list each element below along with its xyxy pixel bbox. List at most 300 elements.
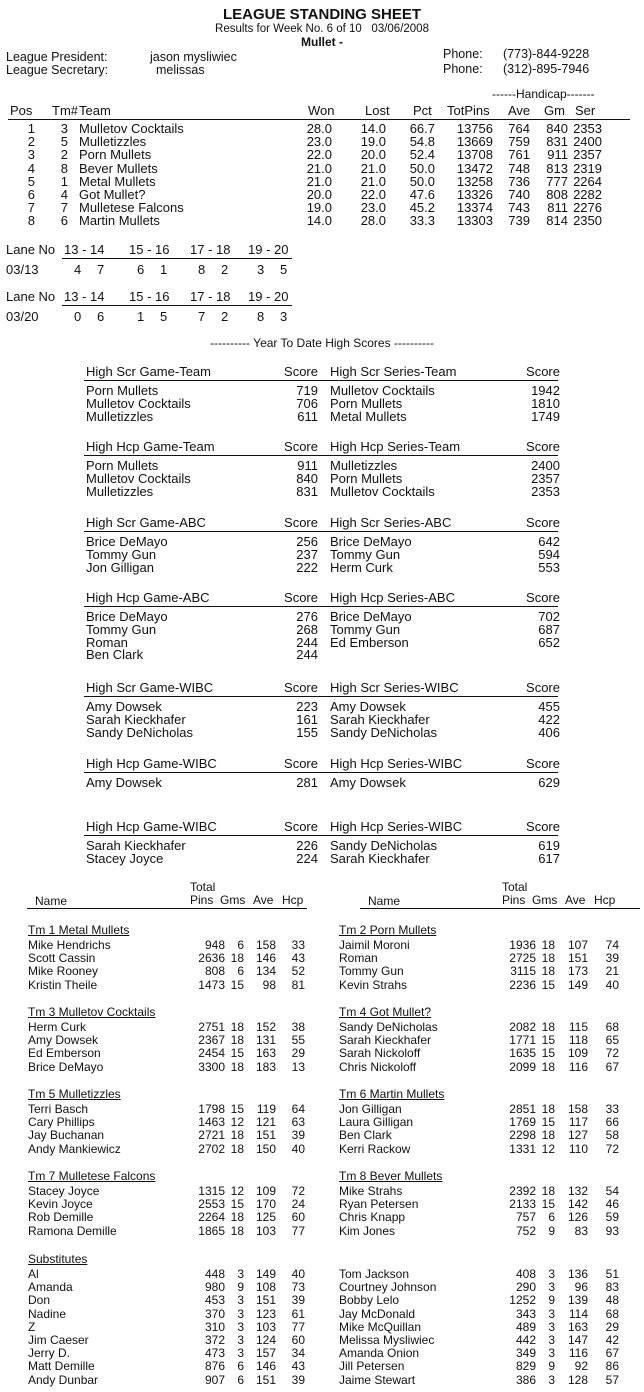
standings-cell: 813 xyxy=(546,160,568,176)
player-hcp: 39 xyxy=(291,1128,305,1143)
standings-cell: Mulletizzles xyxy=(79,134,147,150)
hs-score: 2357 xyxy=(531,470,560,486)
standings-cell: 811 xyxy=(547,200,568,216)
player-pins: 2454 xyxy=(198,1046,225,1061)
hs-score: 642 xyxy=(538,534,560,549)
lane-value: 2 xyxy=(221,309,229,324)
hs-score: 276 xyxy=(296,609,318,624)
hs-title: High Hcp Game-Team xyxy=(86,439,215,454)
col-header-totpins: TotPins xyxy=(447,103,490,118)
team-name: Tm 3 Mulletov Cocktails xyxy=(28,1005,156,1019)
player-hcp: 54 xyxy=(605,1184,619,1198)
player-pins: 372 xyxy=(204,1333,225,1347)
hs-rule xyxy=(328,696,558,697)
substitutes-title: Substitutes xyxy=(28,1252,88,1266)
player-pins: 1463 xyxy=(198,1115,225,1130)
player-pins: 2553 xyxy=(198,1197,225,1212)
standings-cell: Mulletov Cocktails xyxy=(79,121,184,136)
phone-label-2: Phone: xyxy=(443,62,483,76)
col-header-ser: Ser xyxy=(575,103,596,118)
player-gms: 3 xyxy=(237,1293,244,1308)
player-hcp: 46 xyxy=(605,1197,619,1212)
player-hcp: 52 xyxy=(291,964,305,979)
lane-value: 8 xyxy=(198,262,206,277)
standings-cell: 840 xyxy=(546,121,568,136)
hs-name: Mulletov Cocktails xyxy=(330,383,435,398)
hs-score: 222 xyxy=(296,559,318,575)
hs-name: Porn Mullets xyxy=(86,383,159,398)
player-ave: 158 xyxy=(255,938,276,952)
player-pins: 2392 xyxy=(509,1184,536,1198)
player-gms: 18 xyxy=(230,1210,244,1225)
player-hcp: 73 xyxy=(291,1280,305,1295)
standings-cell: 28.0 xyxy=(360,213,386,229)
standings-cell: 13708 xyxy=(456,147,493,163)
player-pins: 1769 xyxy=(509,1115,536,1130)
player-pins: 2725 xyxy=(509,951,536,966)
lane-pair: 17 - 18 xyxy=(190,242,231,257)
sheet-title: LEAGUE STANDING SHEET xyxy=(222,6,422,23)
hs-rule xyxy=(328,380,558,381)
lane-pair: 15 - 16 xyxy=(129,289,170,304)
standings-cell: 21.0 xyxy=(360,173,386,189)
player-hcp: 60 xyxy=(291,1210,305,1225)
player-name: Chris Nickoloff xyxy=(339,1059,417,1074)
player-gms: 9 xyxy=(548,1223,555,1238)
player-ave: 114 xyxy=(568,1306,588,1321)
standings-cell: 66.7 xyxy=(409,121,435,136)
player-name: Kevin Strahs xyxy=(339,977,408,992)
hs-name: Sandy DeNicholas xyxy=(86,724,193,740)
hs-title: High Hcp Series-WIBC xyxy=(330,819,463,834)
hs-rule xyxy=(84,380,362,381)
player-hcp: 57 xyxy=(605,1372,619,1387)
standings-cell: 19.0 xyxy=(360,134,386,150)
player-gms: 9 xyxy=(548,1293,555,1308)
hs-name: Ben Clark xyxy=(86,647,144,663)
player-pins: 752 xyxy=(515,1223,536,1238)
standings-cell: 6 xyxy=(27,187,35,202)
standings-cell: 2350 xyxy=(573,213,602,229)
player-hcp: 68 xyxy=(605,1020,619,1034)
player-pins: 2851 xyxy=(509,1102,536,1116)
hs-score-label: Score xyxy=(526,439,560,454)
standings-cell: Martin Mullets xyxy=(79,213,160,229)
standings-cell: Bever Mullets xyxy=(79,160,158,176)
hs-name: Sarah Kieckhafer xyxy=(86,711,186,727)
lane-date: 03/13 xyxy=(6,262,39,277)
player-hcp: 51 xyxy=(605,1267,619,1281)
col-header-won: Won xyxy=(308,103,335,118)
player-gms: 3 xyxy=(548,1306,555,1321)
player-ave: 121 xyxy=(255,1115,276,1130)
standings-cell: 54.8 xyxy=(409,134,435,150)
hs-score: 652 xyxy=(538,634,560,650)
player-gms: 12 xyxy=(230,1184,244,1198)
player-ave: 183 xyxy=(255,1059,276,1074)
hs-score: 256 xyxy=(296,534,318,549)
hs-name: Amy Dowsek xyxy=(86,775,162,790)
hs-score: 406 xyxy=(538,724,560,740)
player-name: Jill Petersen xyxy=(339,1359,405,1374)
player-gms: 6 xyxy=(237,964,244,979)
player-pins: 2721 xyxy=(198,1128,225,1143)
hs-name: Mulletov Cocktails xyxy=(330,483,435,499)
player-name: Melissa Mysliwiec xyxy=(339,1333,435,1347)
standings-cell: 23.0 xyxy=(306,134,332,150)
hs-name: Brice DeMayo xyxy=(330,609,412,624)
player-name: Jaime Stewart xyxy=(339,1372,416,1387)
player-ave: 149 xyxy=(255,1267,276,1281)
player-pins: 808 xyxy=(204,964,225,979)
team-name: Tm 8 Bever Mullets xyxy=(339,1169,443,1183)
secretary-name: melissas xyxy=(156,63,205,77)
hs-name: Amy Dowsek xyxy=(330,775,406,790)
player-gms: 3 xyxy=(548,1319,555,1334)
player-name: Ramona Demille xyxy=(28,1223,117,1238)
hs-score: 1749 xyxy=(531,408,560,424)
standings-cell: 761 xyxy=(508,147,530,163)
player-pins: 473 xyxy=(204,1346,225,1361)
hs-name: Stacey Joyce xyxy=(86,850,164,866)
hs-score-label: Score xyxy=(284,364,318,379)
player-pins: 453 xyxy=(204,1293,225,1308)
player-hcp: 34 xyxy=(291,1346,305,1361)
standings-cell: 19.0 xyxy=(306,200,332,216)
player-name: Amanda xyxy=(28,1280,73,1295)
standings-cell: 14.0 xyxy=(360,121,386,136)
handicap-label: ------Handicap------- xyxy=(492,87,595,101)
col-header-pct: Pct xyxy=(413,103,432,118)
player-hcp: 61 xyxy=(291,1306,305,1321)
player-ave: 147 xyxy=(567,1333,588,1347)
lane-pair: 19 - 20 xyxy=(248,289,289,304)
player-gms: 18 xyxy=(541,964,555,979)
player-ave: 131 xyxy=(255,1033,276,1048)
player-pins: 1798 xyxy=(198,1102,225,1116)
player-pins: 290 xyxy=(515,1280,536,1295)
president-label: League President: xyxy=(6,50,108,64)
player-ave: 163 xyxy=(255,1046,276,1061)
player-gms: 18 xyxy=(230,1223,244,1238)
player-ave: 134 xyxy=(255,964,276,979)
col-header-ave: Ave xyxy=(508,103,531,118)
player-name: Amy Dowsek xyxy=(28,1033,99,1048)
col-header-team: Team xyxy=(79,103,111,118)
player-pins: 1252 xyxy=(509,1293,536,1308)
hs-title: High Scr Series-Team xyxy=(330,364,457,379)
player-ave: 151 xyxy=(255,1128,276,1143)
player-name: Laura Gilligan xyxy=(339,1115,414,1130)
standings-cell: 2 xyxy=(27,134,35,150)
hs-title: High Scr Series-WIBC xyxy=(330,680,459,695)
standings-cell: 7 xyxy=(27,200,35,216)
team-name: Tm 7 Mulletese Falcons xyxy=(28,1169,156,1183)
hs-score: 702 xyxy=(538,609,560,624)
standings-cell: 8 xyxy=(27,213,35,229)
player-hcp: 66 xyxy=(605,1115,619,1130)
hs-rule xyxy=(328,531,558,532)
standings-cell: 4 xyxy=(27,160,35,176)
hs-name: Mulletov Cocktails xyxy=(86,470,191,486)
player-pins: 1771 xyxy=(509,1033,536,1048)
hs-score-label: Score xyxy=(284,439,318,454)
player-pins: 2751 xyxy=(198,1020,225,1034)
player-ave: 83 xyxy=(574,1223,588,1238)
player-hcp: 93 xyxy=(605,1223,619,1238)
player-name: Sandy DeNicholas xyxy=(339,1020,438,1034)
player-ave: 109 xyxy=(567,1046,588,1061)
standings-cell: 5 xyxy=(27,173,35,189)
hs-score-label: Score xyxy=(284,819,318,834)
player-hcp: 38 xyxy=(291,1020,305,1034)
hs-score: 719 xyxy=(296,383,318,398)
hs-name: Jon Gilligan xyxy=(86,559,154,575)
hs-title: High Hcp Game-ABC xyxy=(86,590,210,605)
player-ave: 151 xyxy=(255,1372,276,1387)
standings-cell: 13303 xyxy=(456,213,493,229)
standings-cell: 22.0 xyxy=(306,147,332,163)
hs-rule xyxy=(328,606,558,607)
hs-name: Sarah Kieckhafer xyxy=(330,711,430,727)
player-ave: 123 xyxy=(255,1306,276,1321)
player-gms: 18 xyxy=(541,951,555,966)
player-name: Mike Hendrichs xyxy=(28,938,111,952)
player-ave: 158 xyxy=(567,1102,588,1116)
hs-title: High Hcp Series-WIBC xyxy=(330,756,463,771)
player-ave: 124 xyxy=(255,1333,276,1347)
standings-cell: 1 xyxy=(27,121,35,136)
hs-title: High Hcp Game-WIBC xyxy=(86,756,217,771)
player-hcp: 67 xyxy=(605,1346,619,1361)
player-name: Ryan Petersen xyxy=(339,1197,419,1212)
hs-name: Mulletov Cocktails xyxy=(86,395,191,411)
player-hcp: 24 xyxy=(291,1197,305,1212)
player-hcp: 68 xyxy=(605,1306,619,1321)
standings-cell: 7 xyxy=(60,200,68,216)
hs-score: 611 xyxy=(297,408,318,424)
standings-cell: 47.6 xyxy=(409,187,435,202)
player-gms: 3 xyxy=(548,1280,555,1295)
player-hcp: 42 xyxy=(605,1333,619,1347)
hs-score: 911 xyxy=(297,458,318,473)
player-pins: 3300 xyxy=(198,1059,225,1074)
standings-cell: 4 xyxy=(60,187,68,202)
standings-cell: 13669 xyxy=(456,134,493,150)
player-ave: 173 xyxy=(567,964,588,979)
player-name: Andy Mankiewicz xyxy=(28,1141,121,1156)
hs-name: Porn Mullets xyxy=(330,470,403,486)
team-name: Tm 2 Porn Mullets xyxy=(339,923,437,937)
player-name: Sarah Nickoloff xyxy=(339,1046,421,1061)
player-pins: 1865 xyxy=(198,1223,225,1238)
roster-name-label: Name xyxy=(368,894,401,908)
player-gms: 15 xyxy=(541,977,555,992)
player-ave: 151 xyxy=(255,1293,276,1308)
standings-cell: 739 xyxy=(508,213,530,229)
player-hcp: 83 xyxy=(605,1280,619,1295)
player-gms: 9 xyxy=(548,1359,555,1374)
standings-cell: 2400 xyxy=(573,134,602,150)
standings-header-rule xyxy=(8,119,630,120)
player-ave: 146 xyxy=(255,951,276,966)
player-gms: 18 xyxy=(541,1059,555,1074)
player-pins: 370 xyxy=(204,1306,225,1321)
lane-value: 1 xyxy=(137,309,145,324)
player-ave: 107 xyxy=(567,938,588,952)
player-hcp: 29 xyxy=(605,1319,619,1334)
player-name: Jerry D. xyxy=(28,1346,70,1361)
player-gms: 15 xyxy=(230,1197,244,1212)
col-header-pos: Pos xyxy=(10,103,33,118)
player-gms: 15 xyxy=(230,1102,244,1116)
player-pins: 2367 xyxy=(198,1033,225,1048)
player-name: Z xyxy=(28,1319,36,1334)
player-gms: 3 xyxy=(237,1319,244,1334)
hs-name: Porn Mullets xyxy=(330,395,403,411)
lane-value: 7 xyxy=(97,262,105,277)
player-hcp: 64 xyxy=(291,1102,305,1116)
standings-cell: 50.0 xyxy=(409,160,435,176)
lane-value: 5 xyxy=(160,309,168,324)
standings-cell: 748 xyxy=(508,160,530,176)
standings-cell: 808 xyxy=(546,187,568,202)
player-name: Kevin Joyce xyxy=(28,1197,93,1212)
lane-value: 7 xyxy=(198,309,206,324)
player-gms: 15 xyxy=(541,1115,555,1130)
player-name: Mike McQuillan xyxy=(339,1319,422,1334)
hs-name: Amy Dowsek xyxy=(330,699,406,714)
player-ave: 119 xyxy=(256,1102,276,1116)
hs-name: Brice DeMayo xyxy=(330,534,412,549)
player-pins: 2099 xyxy=(509,1059,536,1074)
player-name: Kerri Rackow xyxy=(339,1141,411,1156)
player-name: Chris Knapp xyxy=(339,1210,406,1225)
hs-name: Brice DeMayo xyxy=(86,609,168,624)
hs-score-label: Score xyxy=(284,515,318,530)
player-name: Mike Rooney xyxy=(28,964,99,979)
player-ave: 127 xyxy=(567,1128,588,1143)
player-name: Jim Caeser xyxy=(28,1333,89,1347)
player-hcp: 81 xyxy=(291,977,305,992)
hs-name: Sandy DeNicholas xyxy=(330,838,437,853)
player-ave: 128 xyxy=(567,1372,588,1387)
player-gms: 3 xyxy=(237,1267,244,1281)
hs-name: Tommy Gun xyxy=(86,621,157,637)
player-pins: 1315 xyxy=(198,1184,225,1198)
player-hcp: 72 xyxy=(605,1046,619,1061)
player-gms: 15 xyxy=(230,1046,244,1061)
col-header-lost: Lost xyxy=(365,103,390,118)
standings-cell: 6 xyxy=(60,213,68,229)
standings-cell: 5 xyxy=(60,134,68,150)
standings-cell: 777 xyxy=(546,173,568,189)
player-pins: 2298 xyxy=(509,1128,536,1143)
player-hcp: 74 xyxy=(605,938,619,952)
standings-cell: 3 xyxy=(60,121,68,136)
player-pins: 448 xyxy=(204,1267,225,1281)
player-ave: 108 xyxy=(255,1280,276,1295)
hs-name: Tommy Gun xyxy=(330,546,401,562)
lane-value: 2 xyxy=(221,262,229,277)
player-ave: 139 xyxy=(567,1293,588,1308)
hs-name: Mulletizzles xyxy=(86,483,154,499)
player-name: Sarah Kieckhafer xyxy=(339,1033,432,1048)
player-name: Terri Basch xyxy=(28,1102,89,1116)
standings-cell: 911 xyxy=(547,147,568,163)
col-header-tm: Tm# xyxy=(52,103,78,118)
player-pins: 442 xyxy=(515,1333,536,1347)
phone-1: (773)-844-9228 xyxy=(503,47,590,61)
standings-cell: 3 xyxy=(27,147,35,163)
hs-score: 687 xyxy=(538,621,560,637)
player-hcp: 39 xyxy=(605,951,619,966)
player-pins: 1936 xyxy=(509,938,536,952)
standings-cell: 13374 xyxy=(456,200,493,216)
hs-name: Herm Curk xyxy=(330,559,393,575)
player-hcp: 63 xyxy=(291,1115,305,1130)
hs-score: 155 xyxy=(296,724,318,740)
player-hcp: 33 xyxy=(291,938,305,952)
player-gms: 3 xyxy=(548,1372,555,1387)
standings-cell: 52.4 xyxy=(409,147,435,163)
phone-2: (312)-895-7946 xyxy=(503,62,590,76)
player-hcp: 65 xyxy=(605,1033,619,1048)
player-pins: 907 xyxy=(204,1372,225,1387)
results-line xyxy=(0,23,644,35)
player-hcp: 40 xyxy=(291,1267,305,1281)
player-name: Jay Buchanan xyxy=(28,1128,105,1143)
hs-score: 553 xyxy=(538,559,560,575)
results-date: 03/06/2008 xyxy=(371,23,429,35)
lane-pair: 17 - 18 xyxy=(190,289,231,304)
player-gms: 15 xyxy=(541,1046,555,1061)
player-ave: 142 xyxy=(567,1197,588,1212)
player-name: Scott Cassin xyxy=(28,951,96,966)
hs-score-label: Score xyxy=(526,515,560,530)
player-gms: 3 xyxy=(548,1267,555,1281)
hs-score: 831 xyxy=(296,483,318,499)
hs-name: Sandy DeNicholas xyxy=(330,724,437,740)
standings-cell: 2357 xyxy=(573,147,602,163)
hs-score: 281 xyxy=(296,775,318,790)
player-gms: 3 xyxy=(237,1346,244,1361)
lane-label: Lane No xyxy=(6,242,56,257)
standings-cell: 740 xyxy=(508,187,530,202)
player-ave: 125 xyxy=(255,1210,276,1225)
lane-pair: 15 - 16 xyxy=(129,242,170,257)
ytd-title: ---------- Year To Date High Scores ---------- xyxy=(210,336,434,350)
player-hcp: 43 xyxy=(291,1359,305,1374)
player-ave: 157 xyxy=(255,1346,276,1361)
player-gms: 18 xyxy=(230,1033,244,1048)
player-hcp: 40 xyxy=(291,1141,305,1156)
lane-rule xyxy=(62,305,292,306)
hs-score: 1810 xyxy=(531,395,560,411)
standings-cell: 2282 xyxy=(573,187,602,202)
hs-title: High Hcp Game-WIBC xyxy=(86,819,217,834)
team-name: Tm 4 Got Mullet? xyxy=(339,1005,432,1019)
hs-score-label: Score xyxy=(526,364,560,379)
hs-name: Tommy Gun xyxy=(330,621,401,637)
lane-value: 5 xyxy=(280,262,288,277)
player-name: Brice DeMayo xyxy=(28,1059,104,1074)
standings-cell: 22.0 xyxy=(360,187,386,202)
player-hcp: 33 xyxy=(605,1102,619,1116)
hs-rule xyxy=(84,772,362,773)
standings-cell: 33.3 xyxy=(409,213,435,229)
player-hcp: 77 xyxy=(291,1223,305,1238)
